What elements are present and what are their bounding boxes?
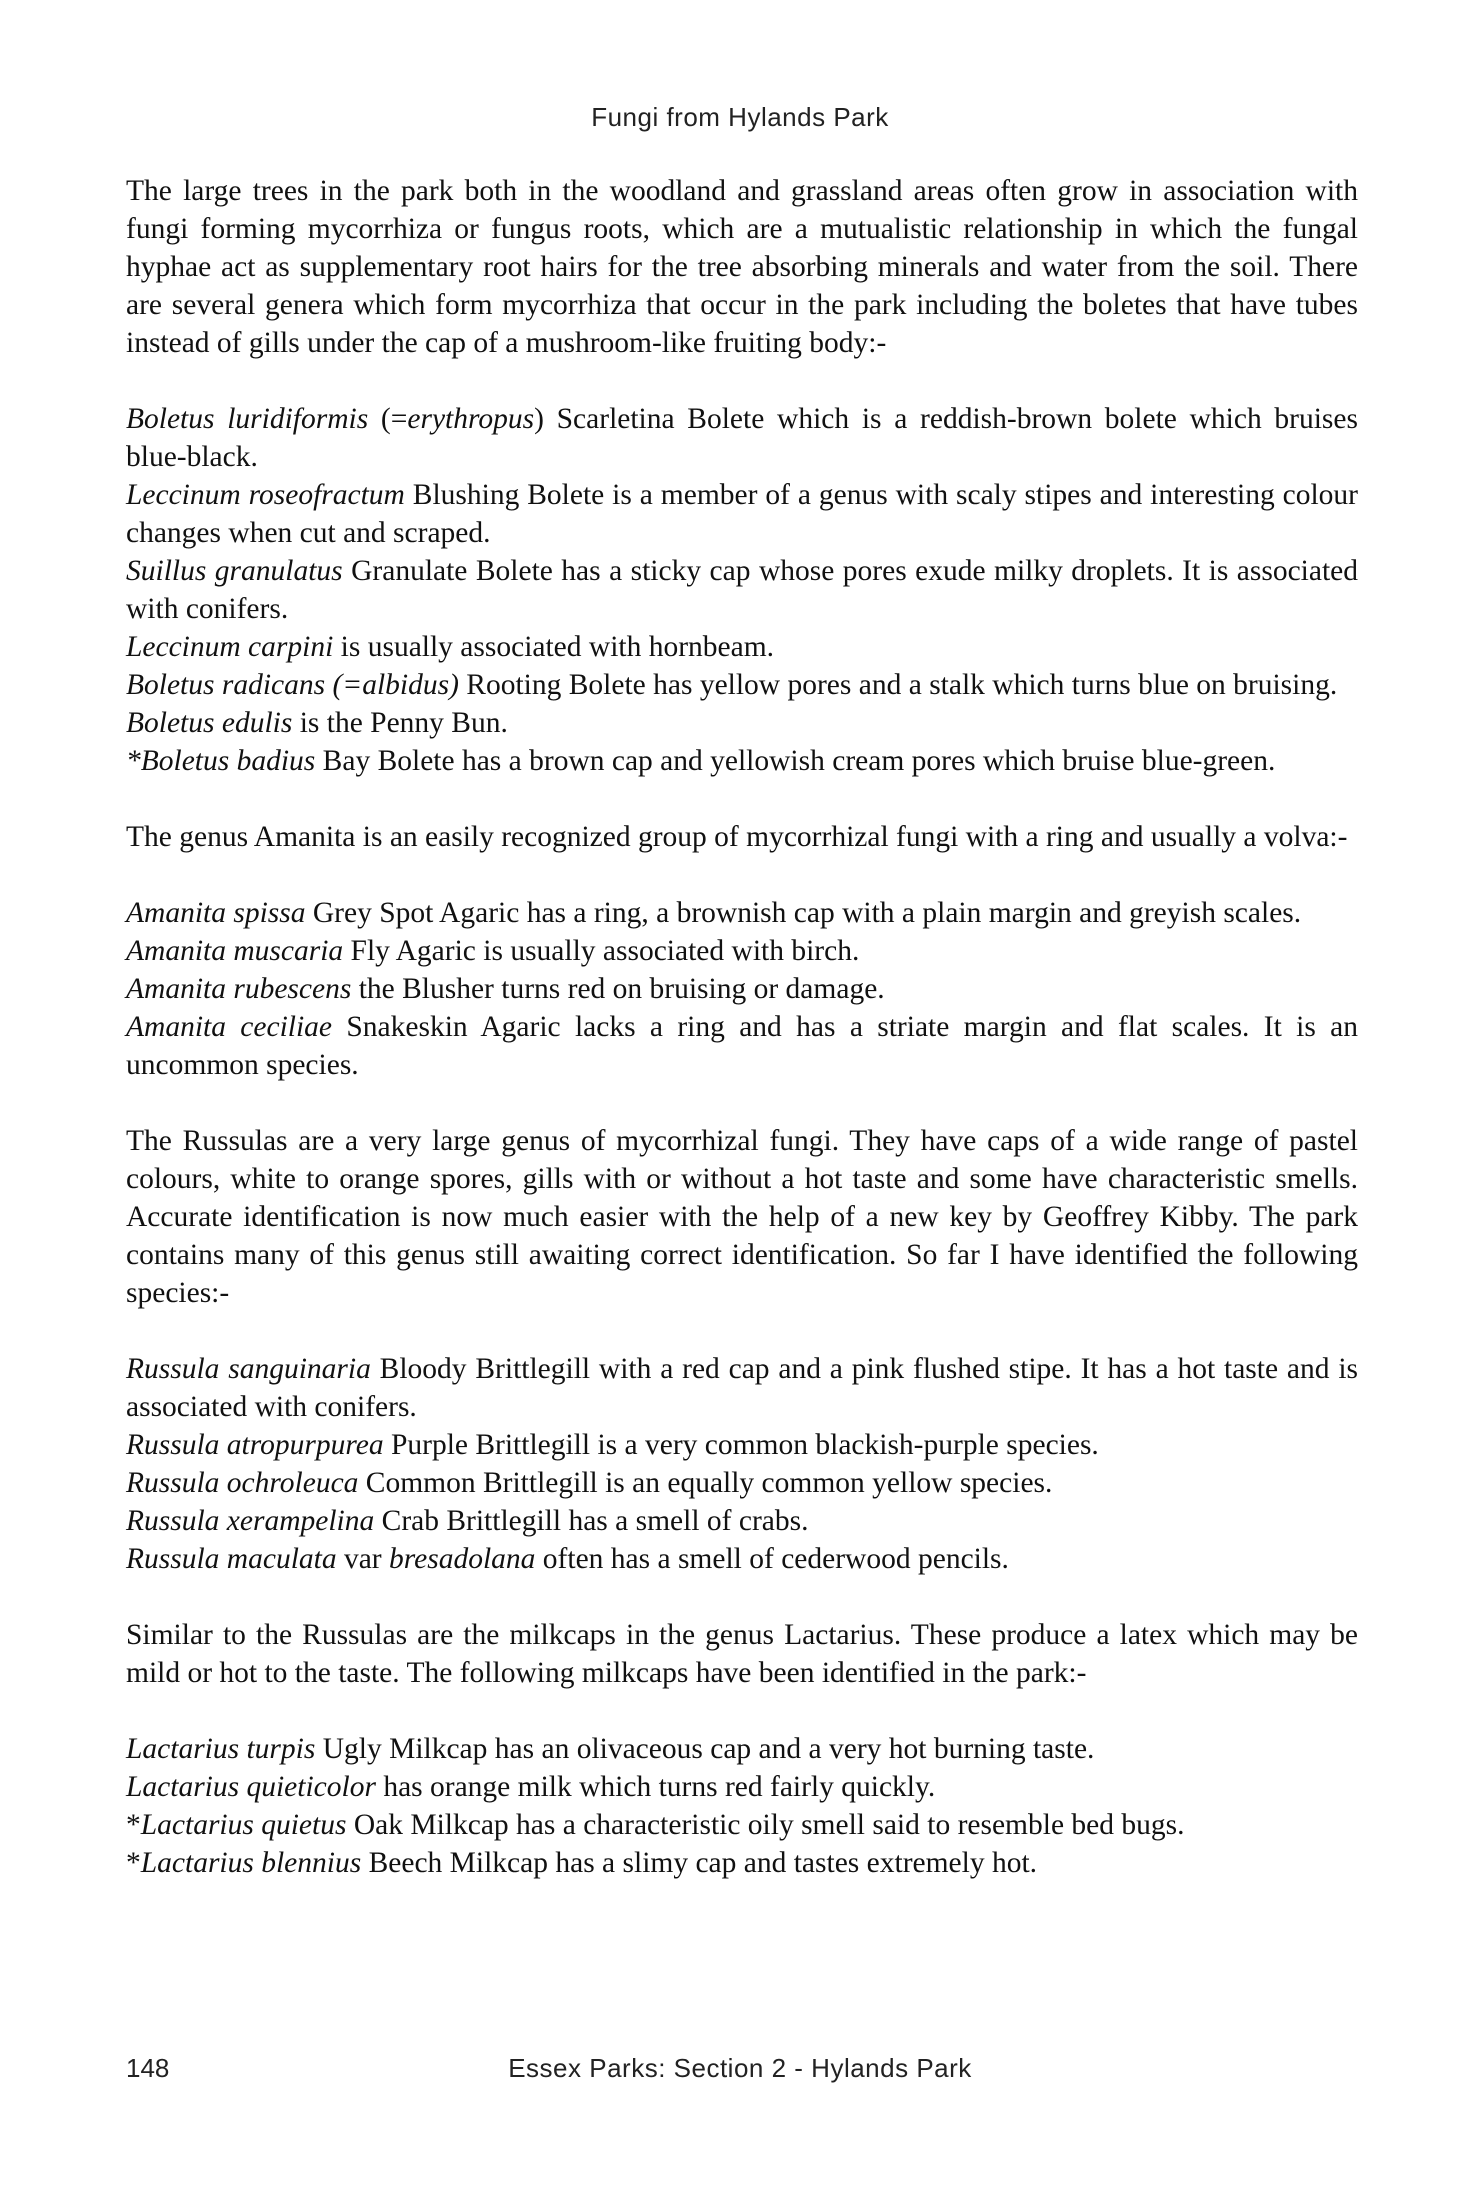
species-description: has orange milk which turns red fairly quickly. xyxy=(375,1771,936,1803)
running-header: Fungi from Hylands Park xyxy=(591,102,889,132)
russula-species-list xyxy=(126,1350,1358,1578)
species-description: Crab Brittlegill has a smell of crabs. xyxy=(374,1505,809,1537)
species-name: Amanita ceciliae xyxy=(126,1011,333,1043)
species-description: Blushing Bolete is a member of a genus with scaly stipes and interesting colour changes when cut and scraped. xyxy=(126,479,1358,549)
species-description: Bay Bolete has a brown cap and yellowish cream pores which bruise blue-green. xyxy=(315,745,1276,777)
species-name: Russula sanguinaria xyxy=(126,1353,371,1385)
species-name-secondary: bresadolana xyxy=(389,1543,536,1575)
species-entry xyxy=(126,704,1358,742)
species-entry xyxy=(126,1350,1358,1426)
page-number: 148 xyxy=(126,2053,170,2083)
lactarius-intro-paragraph: Similar to the Russulas are the milkcaps in the genus Lactarius. These produce a latex which may be mild or hot to the taste. The following milkcaps have been identified in the park:- xyxy=(126,1619,1358,1689)
species-name: Amanita spissa xyxy=(126,897,306,929)
species-entry xyxy=(126,970,1358,1008)
amanita-intro-paragraph: The genus Amanita is an easily recognized group of mycorrhizal fungi with a ring and usually a volva:- xyxy=(126,821,1348,853)
species-name-secondary: erythropus xyxy=(407,403,535,435)
species-entry xyxy=(126,742,1358,780)
species-entry xyxy=(126,1426,1358,1464)
species-name: Russula maculata xyxy=(126,1543,337,1575)
species-entry xyxy=(126,1502,1358,1540)
species-description: Oak Milkcap has a characteristic oily smell said to resemble bed bugs. xyxy=(346,1809,1185,1841)
running-footer: Essex Parks: Section 2 - Hylands Park xyxy=(508,2053,972,2083)
species-description: Snakeskin Agaric lacks a ring and has a striate margin and flat scales. It is an uncommon species. xyxy=(126,1011,1359,1081)
species-entry xyxy=(126,1806,1358,1844)
species-entry xyxy=(126,894,1358,932)
species-description: var xyxy=(336,1543,390,1575)
species-name: Russula xerampelina xyxy=(126,1505,375,1537)
species-name: Boletus radicans (=albidus) xyxy=(126,669,459,701)
species-name: Boletus luridiformis xyxy=(126,403,369,435)
entry-prefix: * xyxy=(126,1847,141,1879)
species-name: Leccinum carpini xyxy=(126,631,334,663)
species-description-continued: ) Scarletina Bolete which is a reddish-brown bolete which bruises blue-black. xyxy=(126,403,1358,473)
russula-intro-paragraph: The Russulas are a very large genus of mycorrhizal fungi. They have caps of a wide range of pastel colours, white to orange spores, gills with or without a hot taste and some have characteristic smells. Accurate identification is now much easier with the help of a new key by Geoffrey Kibby. The park contains many of this genus still awaiting correct identification. So far I have identified the following species:- xyxy=(126,1125,1358,1309)
species-entry xyxy=(126,1844,1358,1882)
species-entry xyxy=(126,1008,1358,1084)
species-name: Lactarius blennius xyxy=(140,1847,362,1879)
species-description: Granulate Bolete has a sticky cap whose pores exude milky droplets. It is associated with conifers. xyxy=(126,555,1359,625)
species-entry xyxy=(126,1464,1358,1502)
species-description: Purple Brittlegill is a very common blackish-purple species. xyxy=(383,1429,1099,1461)
page-body xyxy=(126,172,1358,1882)
species-entry xyxy=(126,1730,1358,1768)
species-description: Common Brittlegill is an equally common yellow species. xyxy=(358,1467,1053,1499)
species-name: Lactarius turpis xyxy=(126,1733,316,1765)
species-name: Lactarius quietus xyxy=(140,1809,347,1841)
lactarius-species-list xyxy=(126,1730,1358,1882)
species-name: Boletus edulis xyxy=(126,707,293,739)
boletes-intro-paragraph: The large trees in the park both in the woodland and grassland areas often grow in association with fungi forming mycorrhiza or fungus roots, which are a mutualistic relationship in which the fungal hyphae act as supplementary root hairs for the tree absorbing minerals and water from the soil. There are several genera which form mycorrhiza that occur in the park including the boletes that have tubes instead of gills under the cap of a mushroom-like fruiting body:- xyxy=(126,175,1358,359)
species-name: Amanita muscaria xyxy=(126,935,344,967)
species-name: Lactarius quieticolor xyxy=(126,1771,376,1803)
species-description: Bloody Brittlegill with a red cap and a pink flushed stipe. It has a hot taste and is associated with conifers. xyxy=(126,1353,1358,1423)
species-description: Fly Agaric is usually associated with birch. xyxy=(343,935,860,967)
boletes-species-list xyxy=(126,400,1358,780)
species-entry xyxy=(126,1768,1358,1806)
species-entry xyxy=(126,628,1358,666)
species-description: the Blusher turns red on bruising or damage. xyxy=(351,973,885,1005)
species-description: is usually associated with hornbeam. xyxy=(333,631,775,663)
species-name: Suillus granulatus xyxy=(126,555,343,587)
species-description: Ugly Milkcap has an olivaceous cap and a very hot burning taste. xyxy=(315,1733,1095,1765)
species-entry xyxy=(126,932,1358,970)
species-description: is the Penny Bun. xyxy=(292,707,508,739)
entry-prefix: * xyxy=(126,1809,141,1841)
species-name: Russula atropurpurea xyxy=(126,1429,384,1461)
species-description: Beech Milkcap has a slimy cap and tastes extremely hot. xyxy=(361,1847,1038,1879)
species-description-continued: often has a smell of cederwood pencils. xyxy=(535,1543,1009,1575)
species-name: *Boletus badius xyxy=(126,745,316,777)
species-entry xyxy=(126,1540,1358,1578)
species-name: Russula ochroleuca xyxy=(126,1467,359,1499)
species-entry xyxy=(126,666,1358,704)
species-entry xyxy=(126,552,1358,628)
species-description: Rooting Bolete has yellow pores and a stalk which turns blue on bruising. xyxy=(458,669,1338,701)
species-description: (= xyxy=(368,403,408,435)
species-description: Grey Spot Agaric has a ring, a brownish cap with a plain margin and greyish scales. xyxy=(305,897,1302,929)
species-name: Amanita rubescens xyxy=(126,973,352,1005)
species-name: Leccinum roseofractum xyxy=(126,479,405,511)
species-entry xyxy=(126,476,1358,552)
amanita-species-list xyxy=(126,894,1358,1084)
species-entry xyxy=(126,400,1358,476)
